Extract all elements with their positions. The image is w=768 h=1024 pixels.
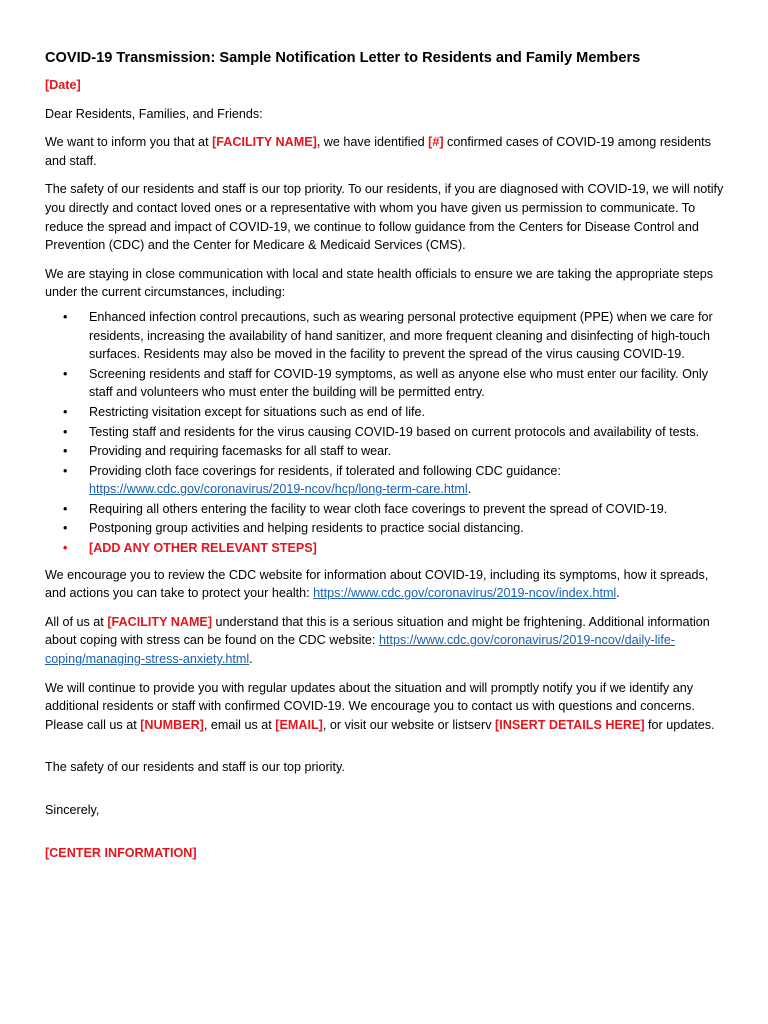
bullet-icon: • <box>63 501 68 516</box>
paragraph-updates <box>45 679 728 735</box>
bullet-icon: • <box>63 404 68 419</box>
paragraph-updates-post: for updates. <box>644 717 715 732</box>
paragraph-coping-text: understand that this is a serious situation and might be frightening. Additional information about coping with stress can be found on the CDC website: <box>45 614 710 648</box>
steps-list <box>45 308 728 558</box>
list-item-text: Screening residents and staff for COVID-19 symptoms, as well as anyone else who must enter our facility. Only staff and volunteers who must enter the building will be permitted entry. <box>89 366 708 400</box>
center-information-placeholder: [CENTER INFORMATION] <box>45 845 197 860</box>
paragraph-coping <box>45 613 728 669</box>
list-item-text: Enhanced infection control precautions, such as wearing personal protective equipment (PPE) when we care for residents, increasing the availability of hand sanitizer, and more frequent cleaning and disinfecting of high-touch surfaces. Residents may also be moved in the facility to prevent the spread of the virus causing COVID-19. <box>89 309 713 362</box>
date-placeholder: [Date] <box>45 78 81 92</box>
case-count-placeholder: [#] <box>428 135 444 150</box>
bullet-icon: • <box>63 309 68 324</box>
paragraph-cdc-info-period: . <box>616 586 620 601</box>
paragraph-updates-mid2: , or visit our website or listserv <box>322 717 496 732</box>
list-item-text: Providing cloth face coverings for residents, if tolerated and following CDC guidance: <box>89 463 561 478</box>
list-item <box>45 442 728 461</box>
cdc-long-term-care-link[interactable]: https://www.cdc.gov/coronavirus/2019-ncov/hcp/long-term-care.html <box>89 482 468 497</box>
list-item-text: Requiring all others entering the facility to wear cloth face coverings to prevent the spread of COVID-19. <box>89 501 668 516</box>
list-item <box>45 403 728 422</box>
list-item-placeholder <box>45 539 728 558</box>
closing-statement: The safety of our residents and staff is our top priority. <box>45 760 345 775</box>
paragraph-safety: The safety of our residents and staff is our top priority. To our residents, if you are diagnosed with COVID-19, we will notify you directly and contact loved ones or a representative with whom you have given us permission to communicate. To reduce the spread and impact of COVID-19, we continue to follow guidance from the Centers for Disease Control and Prevention (CDC) and the Center for Medicare & Medicaid Services (CMS). <box>45 182 724 253</box>
paragraph-cases-mid: we have identified <box>320 135 429 150</box>
list-item-text: Postponing group activities and helping residents to practice social distancing. <box>89 521 524 536</box>
bullet-icon: • <box>63 444 68 459</box>
paragraph-updates-mid1: , email us at <box>203 717 276 732</box>
list-item-text: Testing staff and residents for the virus causing COVID-19 based on current protocols and availability of tests. <box>89 424 700 439</box>
facility-name-placeholder: [FACILITY NAME], <box>212 135 321 150</box>
list-item <box>45 308 728 364</box>
details-placeholder: [INSERT DETAILS HERE] <box>495 717 645 732</box>
list-item <box>45 365 728 402</box>
bullet-icon: • <box>63 521 68 536</box>
list-item <box>45 462 728 499</box>
salutation: Dear Residents, Families, and Friends: <box>45 106 263 121</box>
email-placeholder: [EMAIL] <box>275 717 323 732</box>
list-item <box>45 423 728 442</box>
list-item-text: Providing and requiring facemasks for all staff to wear. <box>89 444 392 459</box>
paragraph-cases-post: confirmed cases of COVID-19 among residents and staff. <box>45 135 711 168</box>
paragraph-coping-period: . <box>249 652 253 667</box>
paragraph-cdc-info <box>45 566 728 603</box>
paragraph-cases <box>45 133 728 170</box>
list-item-period: . <box>467 482 472 497</box>
list-item <box>45 500 728 519</box>
bullet-icon: • <box>63 366 68 381</box>
cdc-index-link[interactable]: https://www.cdc.gov/coronavirus/2019-ncov/index.html <box>313 586 617 601</box>
additional-steps-placeholder: [ADD ANY OTHER RELEVANT STEPS] <box>89 541 317 556</box>
number-placeholder: [NUMBER] <box>140 717 204 732</box>
list-item-text: Restricting visitation except for situations such as end of life. <box>89 404 425 419</box>
list-item <box>45 519 728 538</box>
paragraph-updates-pre: We will continue to provide you with regular updates about the situation and will promptly notify you if we identify any additional residents or staff with confirmed COVID-19. We encourage you to contact us with questions and concerns. Please call us at <box>45 680 695 732</box>
letter-title: COVID-19 Transmission: Sample Notification Letter to Residents and Family Members <box>45 50 641 66</box>
bullet-icon: • <box>63 541 68 556</box>
signoff: Sincerely, <box>45 803 100 817</box>
bullet-icon: • <box>63 424 68 439</box>
facility-name-placeholder: [FACILITY NAME] <box>107 614 213 629</box>
paragraph-communication: We are staying in close communication with local and state health officials to ensure we are taking the appropriate steps under the current circumstances, including: <box>45 266 714 300</box>
bullet-icon: • <box>63 463 68 478</box>
paragraph-cdc-info-text: We encourage you to review the CDC website for information about COVID-19, including its symptoms, how it spreads, and actions you can take to protect your health: <box>45 567 709 601</box>
cdc-coping-link[interactable]: https://www.cdc.gov/coronavirus/2019-ncov/daily-life-coping/managing-stress-anxiety.html <box>45 633 676 667</box>
paragraph-coping-pre: All of us at <box>45 614 108 629</box>
paragraph-cases-pre: We want to inform you that at <box>45 135 213 150</box>
